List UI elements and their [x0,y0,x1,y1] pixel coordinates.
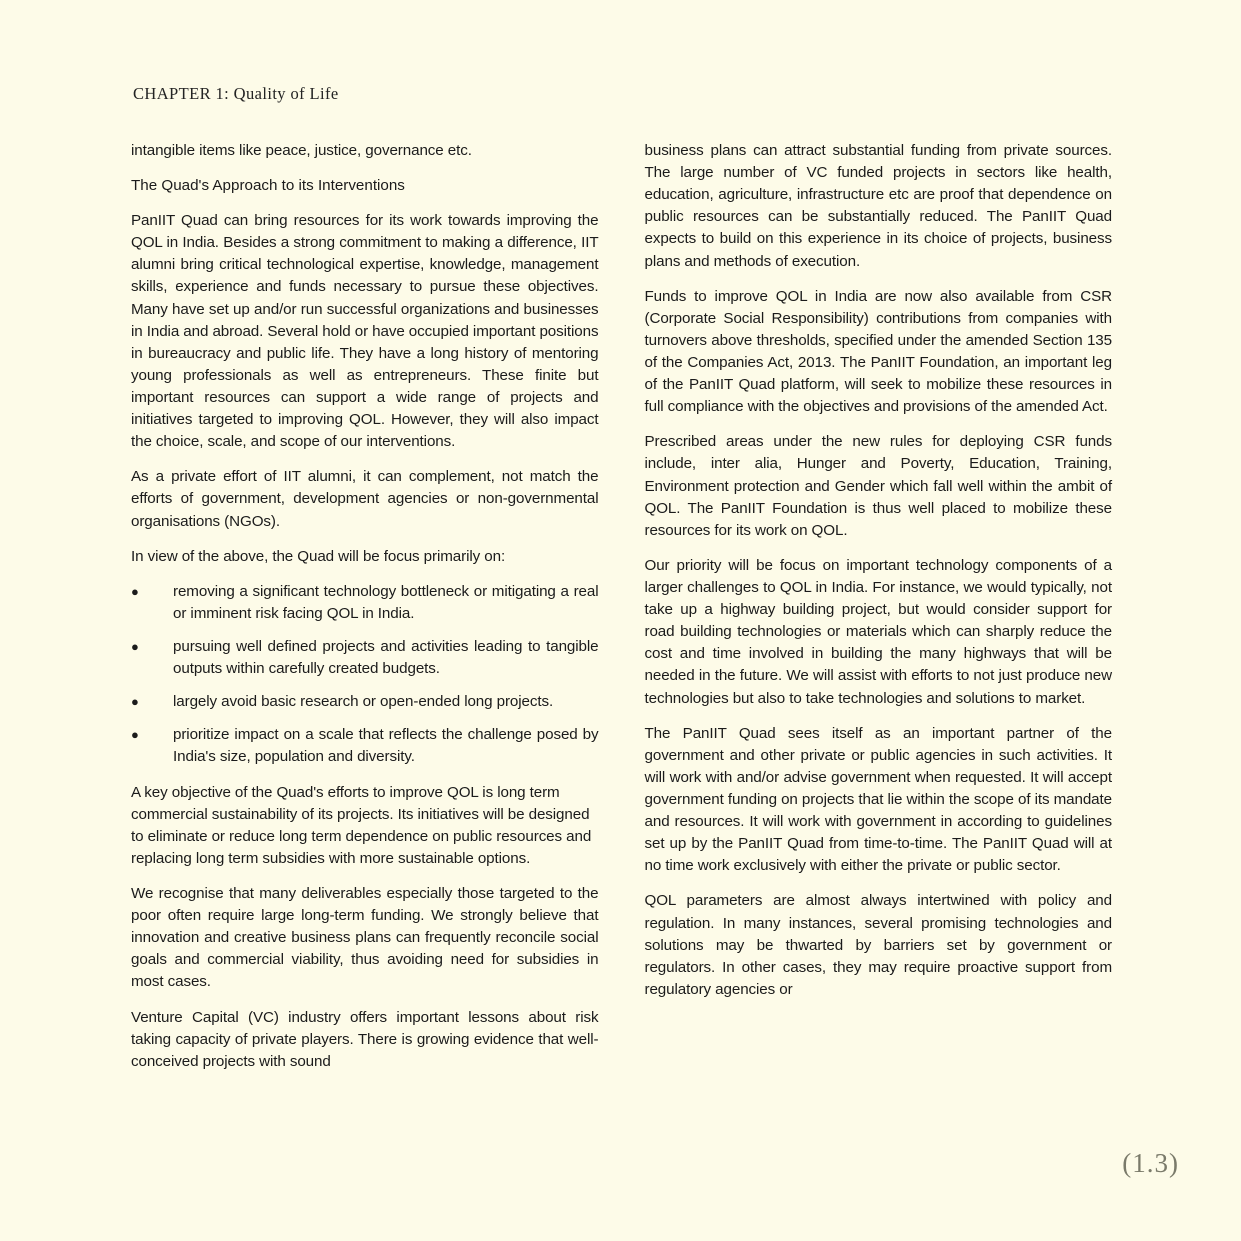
paragraph: PanIIT Quad can bring resources for its work towards improving the QOL in India. Besides a strong commitment to making a difference, IIT alumni bring critical technological expertise, knowledge, management skills, experience and funds necessary to pursue these objectives. Many have set up and/or run successful organizations and businesses in India and abroad. Several hold or have occupied important positions in bureaucracy and public life. They have a long history of mentoring young professionals as well as entrepreneurs. These finite but important resources can support a wide range of projects and initiatives targeted to improving QOL. However, they will also impact the choice, scale, and scope of our interventions. [131,212,599,451]
list-item-text: prioritize impact on a scale that reflects the challenge posed by India's size, population and diversity. [173,726,599,766]
paragraph: Our priority will be focus on important technology components of a larger challenges to QOL in India. For instance, we would typically, not take up a highway building project, but would consider support for road building technologies or materials which can sharply reduce the cost and time involved in building the many highways that will be needed in the future. We will assist with efforts to not just produce new technologies but also to take technologies and solutions to market. [644,556,1112,707]
paragraph: In view of the above, the Quad will be focus primarily on: [131,547,506,565]
bullet-dot-icon: ● [131,694,139,710]
list-item-text: largely avoid basic research or open-ended long projects. [173,693,554,711]
two-column-body [131,140,1112,1086]
bullet-list [131,581,599,769]
list-item [131,724,599,768]
list-item [131,691,599,713]
page-number: (1.3) [1122,1148,1179,1178]
paragraph: The PanIIT Quad sees itself as an important partner of the government and other private or public agencies in such activities. It will work with and/or advise government when requested. It will accept government funding on projects that lie within the scope of its mandate and resources. It will work with government in according to guidelines set up by the PanIIT Quad from time-to-time. The PanIIT Quad will at no time work exclusively with either the private or public sector. [644,724,1112,875]
paragraph: Venture Capital (VC) industry offers important lessons about risk taking capacity of private players. There is growing evidence that well-conceived projects with sound [131,1008,599,1070]
left-column [131,140,599,1086]
paragraph: business plans can attract substantial funding from private sources. The large number of VC funded projects in sectors like health, education, agriculture, infrastructure etc are proof that dependence on public resources can be substantially reduced. The PanIIT Quad expects to build on this experience in its choice of projects, business plans and methods of execution. [644,142,1112,270]
list-item-text: pursuing well defined projects and activities leading to tangible outputs within carefully created budgets. [173,638,599,678]
bullet-dot-icon: ● [131,727,139,743]
bullet-dot-icon: ● [131,639,139,654]
paragraph: intangible items like peace, justice, governance etc. [131,142,472,159]
section-subheading: The Quad's Approach to its Interventions [131,177,405,195]
chapter-header: CHAPTER 1: Quality of Life [133,84,339,103]
bullet-dot-icon: ● [131,583,139,599]
paragraph: As a private effort of IIT alumni, it can complement, not match the efforts of government, development agencies or non-governmental organisations (NGOs). [131,468,599,530]
paragraph: Prescribed areas under the new rules for deploying CSR funds include, inter alia, Hunger and Poverty, Education, Training, Environment protection and Gender which fall well within the ambit of QOL. The PanIIT Foundation is thus well placed to mobilize these resources for its work on QOL. [644,433,1112,539]
right-column [645,140,1113,1086]
list-item [131,581,599,625]
list-item-text: removing a significant technology bottleneck or mitigating a real or imminent risk facing QOL in India. [173,582,599,622]
paragraph: QOL parameters are almost always intertwined with policy and regulation. In many instances, several promising technologies and solutions may be thwarted by barriers set by government or regulators. In other cases, they may require proactive support from regulatory agencies or [644,892,1112,998]
paragraph: We recognise that many deliverables especially those targeted to the poor often require large long-term funding. We strongly believe that innovation and creative business plans can frequently reconcile social goals and commercial viability, thus avoiding need for subsidies in most cases. [131,884,599,991]
paragraph: Funds to improve QOL in India are now also available from CSR (Corporate Social Responsibility) contributions from companies with turnovers above thresholds, specified under the amended Section 135 of the Companies Act, 2013. The PanIIT Foundation, an important leg of the PanIIT Quad platform, will seek to mobilize these resources in full compliance with the objectives and provisions of the amended Act. [644,287,1112,416]
paragraph: A key objective of the Quad's efforts to improve QOL is long term commercial sustainability of its projects. Its initiatives will be designed to eliminate or reduce long term dependence on public resources and replacing long term subsidies with more sustainable options. [131,783,592,867]
list-item [131,636,599,680]
